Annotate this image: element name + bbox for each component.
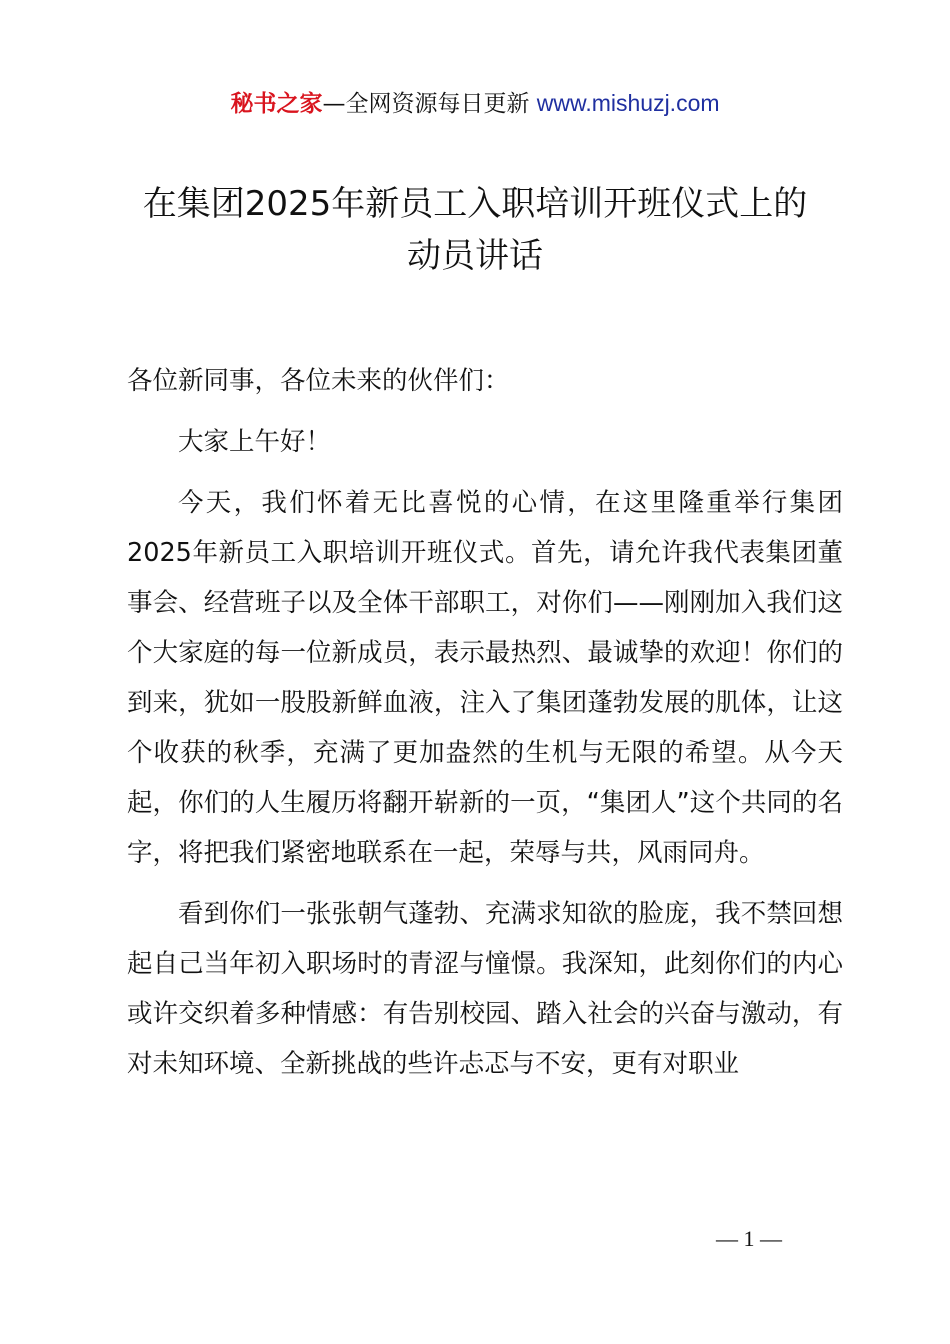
title-line-2: 动员讲话: [407, 236, 543, 276]
document-title: [60, 178, 890, 282]
page-number: — 1 —: [716, 1226, 782, 1251]
paragraph-greeting: 大家上午好！: [178, 427, 332, 457]
header-tagline: —全网资源每日更新: [322, 91, 537, 117]
site-header-banner: [0, 86, 950, 121]
paragraph-welcome: 今天，我们怀着无比喜悦的心情，在这里隆重举行集团2025年新员工入职培训开班仪式。首先，请允许我代表集团董事会、经营班子以及全体干部职工，对你们——刚刚加入我们这个大家庭的每一位新成员，表示最热烈、最诚挚的欢迎！你们的到来，犹如一股股新鲜血液，注入了集团蓬勃发展的肌体，让这个收获的秋季，充满了更加盎然的生机与无限的希望。从今天起，你们的人生履历将翻开崭新的一页，“集团人”这个共同的名字，将把我们紧密地联系在一起，荣辱与共，风雨同舟。: [127, 488, 843, 868]
paragraph-reflection: 看到你们一张张朝气蓬勃、充满求知欲的脸庞，我不禁回想起自己当年初入职场时的青涩与憧憬。我深知，此刻你们的内心或许交织着多种情感：有告别校园、踏入社会的兴奋与激动，有对未知环境、全新挑战的些许忐忑与不安，更有对职业: [127, 899, 843, 1079]
title-line-1: 在集团2025年新员工入职培训开班仪式上的: [142, 184, 808, 224]
site-url-link[interactable]: www.mishuzj.com: [536, 90, 720, 116]
document-body: [127, 356, 843, 1100]
salutation: 各位新同事，各位未来的伙伴们：: [127, 366, 510, 396]
brand-name: 秘书之家: [230, 91, 323, 117]
